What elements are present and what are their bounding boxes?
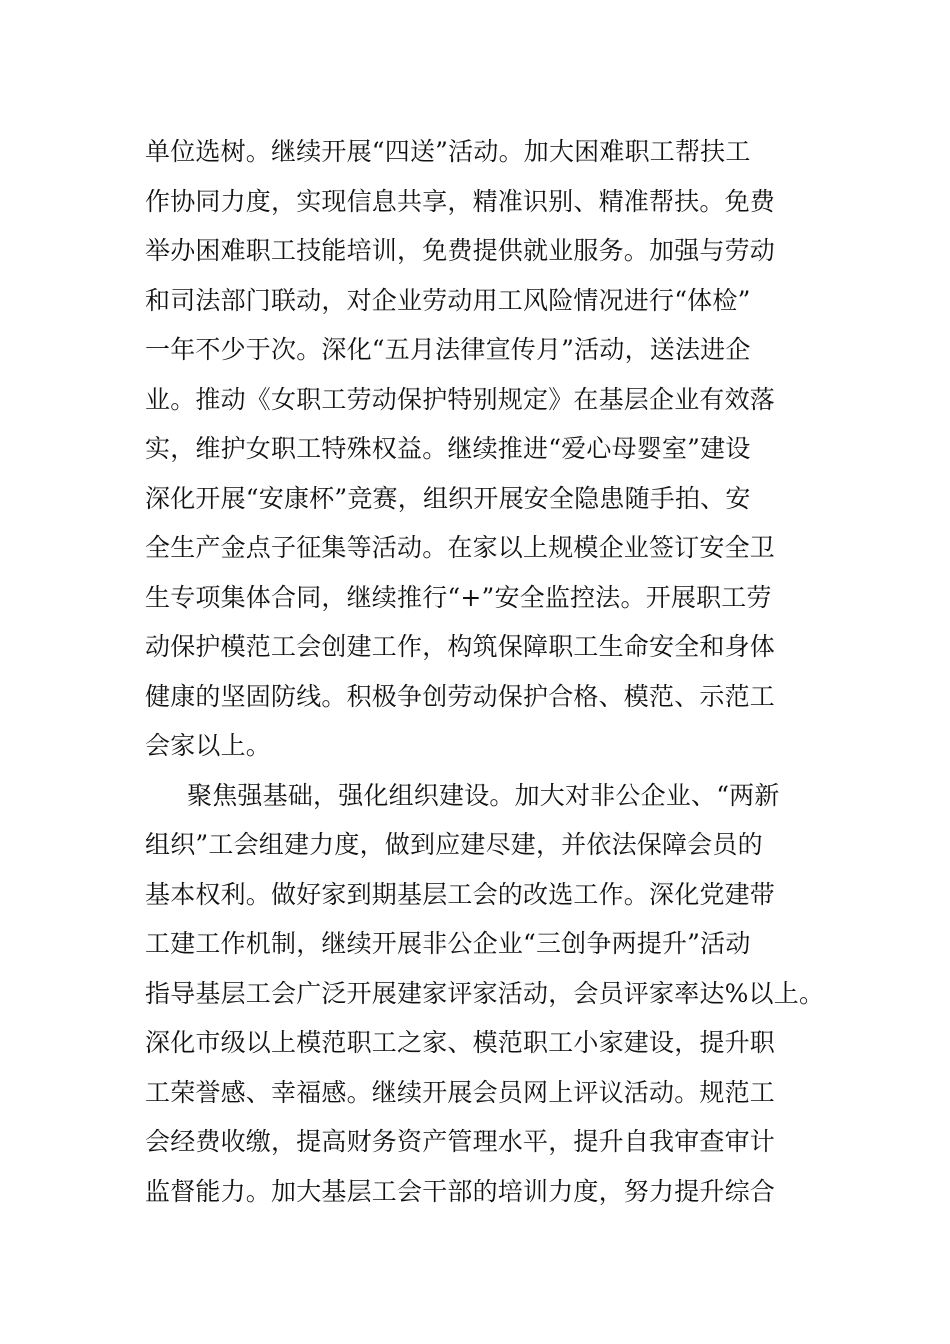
- text-line: 工荣誉感、幸福感。继续开展会员网上评议活动。规范工: [145, 1078, 776, 1107]
- text-line: 工建工作机制，继续开展非公企业“三创争两提升”活动: [145, 929, 751, 958]
- text-line: 健康的坚固防线。积极争创劳动保护合格、模范、示范工: [145, 682, 776, 711]
- text-line: 监督能力。加大基层工会干部的培训力度，努力提升综合: [145, 1177, 776, 1206]
- text-line: 一年不少于次。深化“五月法律宣传月”活动，送法进企: [145, 335, 751, 364]
- text-line: 实，维护女职工特殊权益。继续推进“爱心母婴室”建设: [145, 434, 751, 463]
- text-line: 举办困难职工技能培训，免费提供就业服务。加强与劳动: [145, 236, 776, 265]
- text-line: 动保护模范工会创建工作，构筑保障职工生命安全和身体: [145, 632, 776, 661]
- text-line: 深化开展“安康杯”竞赛，组织开展安全隐患随手拍、安: [145, 484, 751, 513]
- text-line: 和司法部门联动，对企业劳动用工风险情况进行“体检”: [145, 286, 751, 315]
- text-line: 深化市级以上模范职工之家、模范职工小家建设，提升职: [145, 1028, 776, 1057]
- text-line: 会经费收缴，提高财务资产管理水平，提升自我审查审计: [145, 1127, 776, 1156]
- paragraph-first-line: 聚焦强基础，强化组织建设。加大对非公企业、“两新: [187, 781, 780, 810]
- text-line: 全生产金点子征集等活动。在家以上规模企业签订安全卫: [145, 533, 776, 562]
- text-line: 会家以上。: [145, 731, 272, 760]
- text-line: 组织”工会组建力度，做到应建尽建，并依法保障会员的: [145, 830, 763, 859]
- text-line: 单位选树。继续开展“四送”活动。加大困难职工帮扶工: [145, 137, 751, 166]
- text-line: 生专项集体合同，继续推行“+”安全监控法。开展职工劳: [145, 583, 772, 612]
- text-line: 作协同力度，实现信息共享，精准识别、精准帮扶。免费: [145, 187, 776, 216]
- text-line: 指导基层工会广泛开展建家评家活动，会员评家率达%以上。: [145, 979, 825, 1008]
- text-line: 基本权利。做好家到期基层工会的改选工作。深化党建带: [145, 880, 776, 909]
- text-line: 业。推动《女职工劳动保护特别规定》在基层企业有效落: [145, 385, 776, 414]
